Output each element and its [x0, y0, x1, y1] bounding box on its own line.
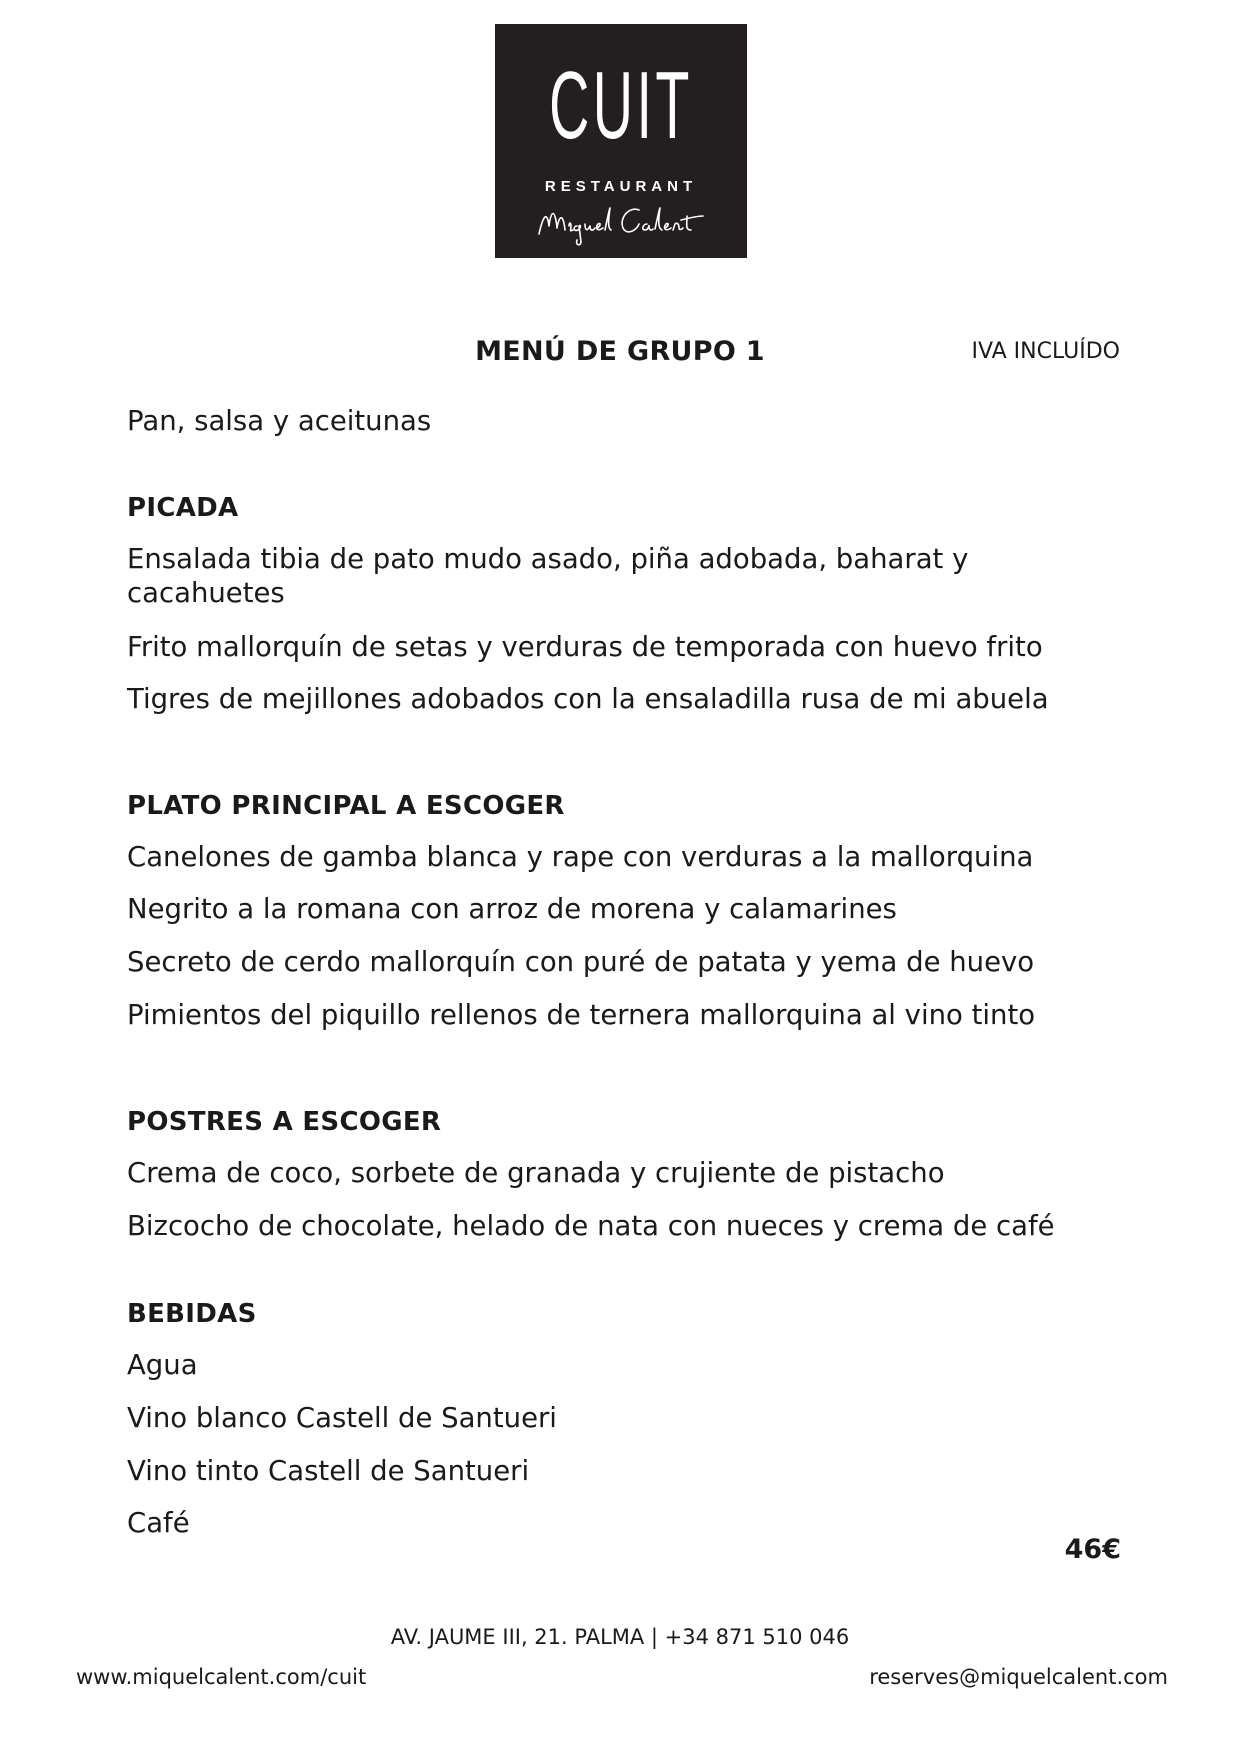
menu-item: Crema de coco, sorbete de granada y crujiente de pistacho — [127, 1157, 945, 1189]
section-heading-main-course: PLATO PRINCIPAL A ESCOGER — [127, 791, 565, 821]
restaurant-logo — [495, 24, 747, 258]
menu-item: Ensalada tibia de pato mudo asado, piña adobada, baharat y — [127, 543, 969, 575]
menu-item: Secreto de cerdo mallorquín con puré de patata y yema de huevo — [127, 946, 1035, 978]
section-heading-drinks: BEBIDAS — [127, 1299, 257, 1329]
menu-item: cacahuetes — [127, 577, 285, 609]
tax-included-note: IVA INCLUÍDO — [971, 339, 1120, 364]
menu-item: Agua — [127, 1349, 198, 1381]
email-link[interactable]: reserves@miquelcalent.com — [869, 1665, 1168, 1689]
menu-item: Negrito a la romana con arroz de morena y calamarines — [127, 893, 897, 925]
menu-item: Vino tinto Castell de Santueri — [127, 1455, 530, 1487]
section-heading-desserts: POSTRES A ESCOGER — [127, 1107, 442, 1137]
website-link[interactable]: www.miquelcalent.com/cuit — [76, 1665, 367, 1689]
menu-item: Canelones de gamba blanca y rape con verduras a la mallorquina — [127, 841, 1034, 873]
menu-item: Café — [127, 1507, 190, 1539]
menu-title: MENÚ DE GRUPO 1 — [475, 336, 765, 367]
section-heading-picada: PICADA — [127, 493, 239, 523]
menu-item: Pimientos del piquillo rellenos de ternera mallorquina al vino tinto — [127, 999, 1036, 1031]
menu-item: Frito mallorquín de setas y verduras de temporada con huevo frito — [127, 631, 1043, 663]
menu-item: Vino blanco Castell de Santueri — [127, 1402, 557, 1434]
logo-brand-text: CUIT — [549, 52, 693, 159]
footer-address: AV. JAUME III, 21. PALMA | +34 871 510 046 — [390, 1625, 850, 1649]
menu-price: 46€ — [1064, 1534, 1121, 1565]
intro-item: Pan, salsa y aceitunas — [127, 405, 432, 437]
signature-graphic — [535, 196, 707, 250]
logo-subtitle: RESTAURANT — [544, 178, 698, 195]
menu-item: Bizcocho de chocolate, helado de nata con nueces y crema de café — [127, 1210, 1055, 1242]
menu-item: Tigres de mejillones adobados con la ensaladilla rusa de mi abuela — [127, 683, 1049, 715]
